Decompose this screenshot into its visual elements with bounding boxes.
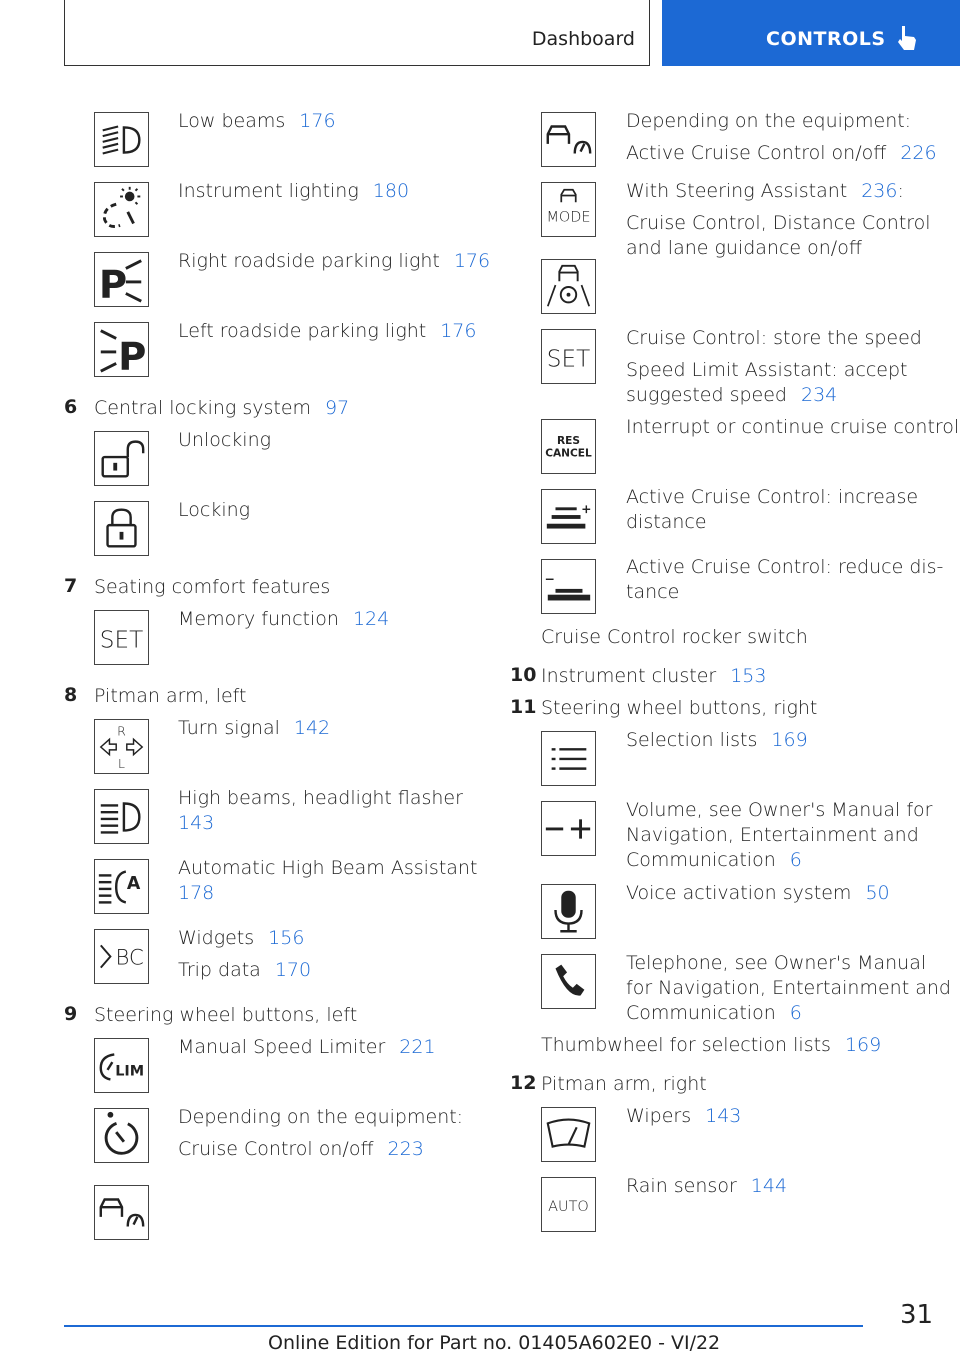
res-cancel-text: Interrupt or continue cruise control	[626, 416, 960, 438]
page-ref-link[interactable]: 169	[844, 1034, 882, 1056]
svg-text:BC: BC	[115, 944, 144, 970]
cruise-onoff-entry: Cruise Control on/off 223	[178, 1138, 424, 1160]
instrument-cluster-heading: Instrument cluster 153	[541, 665, 767, 687]
low-beams-entry: Low beams 176	[178, 110, 336, 132]
acc-car-icon	[541, 112, 596, 167]
volume-entry: Volume, see Owner's Manual for Navigation, Entertainment and Communication 6	[626, 799, 933, 871]
page-ref-link[interactable]: 170	[274, 959, 312, 981]
item-number: 7	[64, 575, 78, 597]
right-parking-entry: Right roadside parking light 176	[178, 250, 491, 272]
svg-text:CANCEL: CANCEL	[545, 447, 592, 460]
svg-text:P: P	[118, 334, 147, 376]
item-number: 9	[64, 1003, 78, 1025]
page-ref-link[interactable]: 97	[325, 397, 350, 419]
page-ref-link[interactable]: 6	[789, 849, 802, 871]
item-number: 11	[510, 696, 537, 718]
page-ref-link[interactable]: 153	[730, 665, 767, 687]
left-parking-entry: Left roadside parking light 176	[178, 320, 477, 342]
page-ref-link[interactable]: 176	[299, 110, 336, 132]
cruise-set-icon	[541, 329, 596, 384]
item-number: 12	[510, 1072, 537, 1094]
selection-lists-entry: Selection lists 169	[626, 729, 808, 751]
speed-limit-accept-entry: Speed Limit Assistant: accept suggested speed 234	[626, 359, 908, 406]
page-ref-link[interactable]: 178	[178, 882, 215, 904]
left-parking-light-icon	[94, 322, 149, 377]
steering-right-heading: Steering wheel buttons, right	[541, 697, 818, 719]
page-ref-link[interactable]: 124	[352, 608, 390, 630]
central-locking-heading: Central locking system 97	[94, 397, 350, 419]
microphone-icon	[541, 884, 596, 939]
speed-limiter-entry: Manual Speed Limiter 221	[178, 1036, 436, 1058]
rocker-switch-text: Cruise Control rocker switch	[541, 626, 808, 648]
trip-data-entry: Trip data 170	[178, 959, 312, 981]
memory-function-entry: Memory function 124	[178, 608, 390, 630]
svg-text:R: R	[117, 723, 126, 739]
page-number: 31	[900, 1300, 934, 1330]
unlocking-label: Unlocking	[178, 429, 272, 451]
page-ref-link[interactable]: 221	[399, 1036, 436, 1058]
instrument-lighting-icon	[94, 182, 149, 237]
svg-text:RES: RES	[556, 435, 581, 448]
page-ref-link[interactable]: 6	[789, 1002, 802, 1024]
reduce-distance-text: Active Cruise Control: reduce dis- tance	[626, 556, 944, 603]
page-ref-link[interactable]: 236	[861, 180, 898, 202]
instrument-lighting-entry: Instrument lighting 180	[178, 180, 410, 202]
section-title: Dashboard	[531, 28, 635, 50]
svg-text:L: L	[118, 756, 125, 772]
telephone-icon	[541, 954, 596, 1009]
header-chapter-box	[662, 0, 960, 66]
page-ref-link[interactable]: 234	[800, 384, 838, 406]
store-speed-text: Cruise Control: store the speed	[626, 327, 922, 349]
page-ref-link[interactable]: 142	[293, 717, 331, 739]
item-number: 6	[64, 396, 78, 418]
page-ref-link[interactable]: 176	[440, 320, 477, 342]
wiper-icon	[541, 1107, 596, 1162]
volume-icon	[541, 801, 596, 856]
svg-text:SET: SET	[99, 627, 144, 654]
distance-control-text: Cruise Control, Distance Control and lane guidance on/off	[626, 212, 931, 259]
edition-text: Online Edition for Part no. 01405A602E0 - VI/22	[268, 1332, 721, 1354]
steering-assistant-icon	[541, 259, 596, 314]
unlock-icon	[94, 431, 149, 486]
steering-assistant-entry: With Steering Assistant 236:	[626, 180, 904, 202]
pitman-left-heading: Pitman arm, left	[94, 685, 247, 707]
right-parking-light-icon	[94, 252, 149, 307]
cruise-depending-text: Depending on the equipment:	[178, 1106, 464, 1128]
lock-icon	[94, 501, 149, 556]
page-ref-link[interactable]: 156	[268, 927, 305, 949]
page-ref-link[interactable]: 226	[900, 142, 937, 164]
item-number: 8	[64, 684, 78, 706]
pointing-hand-icon	[896, 24, 918, 52]
selection-list-icon	[541, 731, 596, 786]
reduce-distance-icon	[541, 559, 596, 614]
acc-onoff-entry: Active Cruise Control on/off 226	[626, 142, 937, 164]
page-ref-link[interactable]: 143	[178, 812, 215, 834]
car-cruise-icon	[94, 1185, 149, 1240]
page-ref-link[interactable]: 144	[750, 1175, 788, 1197]
telephone-entry: Telephone, see Owner's Manual for Navigation, Entertainment and Communication 6	[626, 952, 951, 1024]
svg-text:MODE: MODE	[546, 209, 591, 226]
svg-text:SET: SET	[546, 346, 591, 373]
high-beams-entry: High beams, headlight flasher 143	[178, 787, 463, 834]
header-section-box	[64, 0, 650, 66]
svg-text:A: A	[126, 873, 141, 894]
turn-signal-icon	[94, 719, 149, 774]
seating-comfort-heading: Seating comfort features	[94, 576, 331, 598]
svg-text:P: P	[98, 262, 128, 306]
auto-rain-sensor-icon	[541, 1177, 596, 1232]
auto-high-beam-entry: Automatic High Beam Assistant 178	[178, 857, 478, 904]
rain-sensor-entry: Rain sensor 144	[626, 1175, 788, 1197]
wipers-entry: Wipers 143	[626, 1105, 742, 1127]
widgets-entry: Widgets 156	[178, 927, 305, 949]
item-number: 10	[510, 664, 537, 686]
pitman-right-heading: Pitman arm, right	[541, 1073, 707, 1095]
acc-depending-text: Depending on the equipment:	[626, 110, 912, 132]
speed-limiter-icon	[94, 1038, 149, 1093]
steering-left-heading: Steering wheel buttons, left	[94, 1004, 358, 1026]
chapter-title: CONTROLS	[766, 28, 886, 50]
mode-button-icon	[541, 182, 596, 237]
low-beam-icon	[94, 112, 149, 167]
increase-distance-text: Active Cruise Control: increase distance	[626, 486, 919, 533]
page-ref-link[interactable]: 180	[372, 180, 410, 202]
memory-set-icon	[94, 610, 149, 665]
svg-text:AUTO: AUTO	[548, 1198, 589, 1215]
increase-distance-icon	[541, 489, 596, 544]
page-ref-link[interactable]: 169	[771, 729, 808, 751]
high-beam-icon	[94, 789, 149, 844]
page-ref-link[interactable]: 176	[453, 250, 491, 272]
res-cancel-icon	[541, 419, 596, 474]
page-ref-link[interactable]: 143	[705, 1105, 742, 1127]
page-ref-link[interactable]: 223	[387, 1138, 424, 1160]
page-ref-link[interactable]: 50	[865, 882, 890, 904]
bc-button-icon	[94, 929, 149, 984]
auto-high-beam-icon	[94, 859, 149, 914]
svg-text:LIM: LIM	[115, 1063, 145, 1080]
voice-activation-entry: Voice activation system 50	[626, 882, 890, 904]
cruise-control-icon	[94, 1108, 149, 1163]
turn-signal-entry: Turn signal 142	[178, 717, 331, 739]
locking-label: Locking	[178, 499, 251, 521]
footer-divider	[64, 1325, 863, 1327]
thumbwheel-entry: Thumbwheel for selection lists 169	[541, 1034, 882, 1056]
